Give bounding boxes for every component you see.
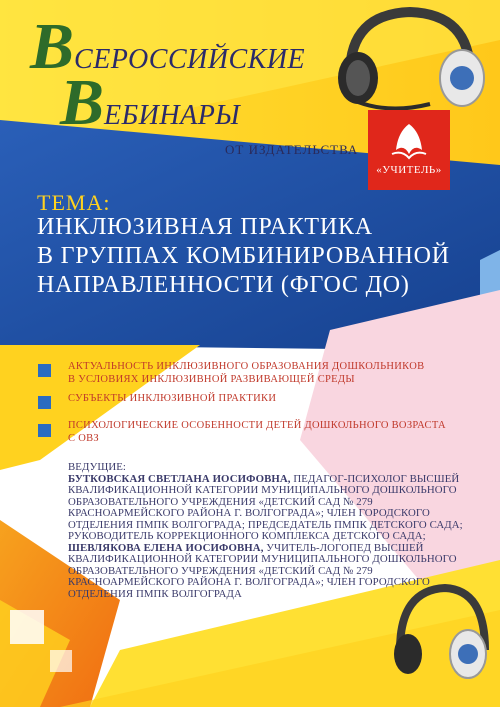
title-line: В ГРУППАХ КОМБИНИРОВАННОЙ xyxy=(37,243,450,269)
topic-line: С ОВЗ xyxy=(68,433,99,444)
brand-word: ЕБИНАРЫ xyxy=(104,100,241,131)
host-name: ШЕВЛЯКОВА ЕЛЕНА ИОСИФОВНА, xyxy=(68,541,264,554)
topic-item xyxy=(68,392,276,405)
publisher-logo xyxy=(368,110,450,190)
host-name: БУТКОВСКАЯ СВЕТЛАНА ИОСИФОВНА, xyxy=(68,472,291,485)
brand-initial: В xyxy=(60,66,105,139)
title-line: ИНКЛЮЗИВНАЯ ПРАКТИКА xyxy=(37,214,373,240)
headset-icon xyxy=(330,4,490,114)
topic-line: СУБЪЕКТЫ ИНКЛЮЗИВНОЙ ПРАКТИКИ xyxy=(68,393,277,404)
topic-line: В УСЛОВИЯХ ИНКЛЮЗИВНОЙ РАЗВИВАЮЩЕЙ СРЕДЫ xyxy=(68,374,355,385)
bullet-icon xyxy=(38,364,51,377)
topic-item xyxy=(68,360,424,386)
publisher-label: ОТ ИЗДАТЕЛЬСТВА xyxy=(225,142,359,157)
hosts-block xyxy=(68,462,468,600)
topic-item xyxy=(68,419,446,445)
logo-text: «УЧИТЕЛЬ» xyxy=(376,164,442,176)
brand-line-2 xyxy=(60,66,241,139)
hosts-label: ВЕДУЩИЕ: xyxy=(68,461,127,473)
bullet-icon xyxy=(38,396,51,409)
theme-label: ТЕМА: xyxy=(37,190,111,215)
host-description: УЧИТЕЛЬ-ЛОГОПЕД ВЫСШЕЙ КВАЛИФИКАЦИОННОЙ КАТЕГОРИИ МУНИЦИПАЛЬНОГО ДОШКОЛЬНОГО ОБРАЗОВАТЕЛЬНОГО УЧРЕЖДЕНИЯ «ДЕТСКИЙ САД № 279 КРАСНОАРМЕЙСКОГО РАЙОНА Г. ВОЛГОГРАДА»; ЧЛЕН ГОРОДСКОГО ОТДЕЛЕНИЯ ПМПК ВОЛГОГРАДА xyxy=(68,541,457,600)
host-entry xyxy=(68,543,468,601)
topic-line: АКТУАЛЬНОСТЬ ИНКЛЮЗИВНОГО ОБРАЗОВАНИЯ ДОШКОЛЬНИКОВ xyxy=(68,361,425,372)
book-logo-icon xyxy=(368,110,450,190)
host-entry xyxy=(68,474,468,543)
host-description: ПЕДАГОГ-ПСИХОЛОГ ВЫСШЕЙ КВАЛИФИКАЦИОННОЙ КАТЕГОРИИ МУНИЦИПАЛЬНОГО ДОШКОЛЬНОГО ОБРАЗОВАТЕЛЬНОГО УЧРЕЖДЕНИЯ «ДЕТСКИЙ САД № 279 КРАСНОАРМЕЙСКОГО РАЙОНА Г. ВОЛГОГРАДА»; ЧЛЕН ГОРОДСКОГО ОТДЕЛЕНИЯ ПМПК ВОЛГОГРАДА; ПРЕДСЕДАТЕЛЬ ПМПК ДЕТСКОГО САДА; РУКОВОДИТЕЛЬ КОРРЕКЦИОННОГО КОМПЛЕКСА ДЕТСКОГО САДА; xyxy=(68,472,463,542)
title-line: НАПРАВЛЕННОСТИ (ФГОС ДО) xyxy=(37,272,410,298)
bullet-icon xyxy=(38,424,51,437)
topic-line: ПСИХОЛОГИЧЕСКИЕ ОСОБЕННОСТИ ДЕТЕЙ ДОШКОЛЬНОГО ВОЗРАСТА xyxy=(68,420,446,431)
brand-initial: В xyxy=(30,10,75,83)
brand-word: СЕРОССИЙСКИЕ xyxy=(74,44,306,75)
